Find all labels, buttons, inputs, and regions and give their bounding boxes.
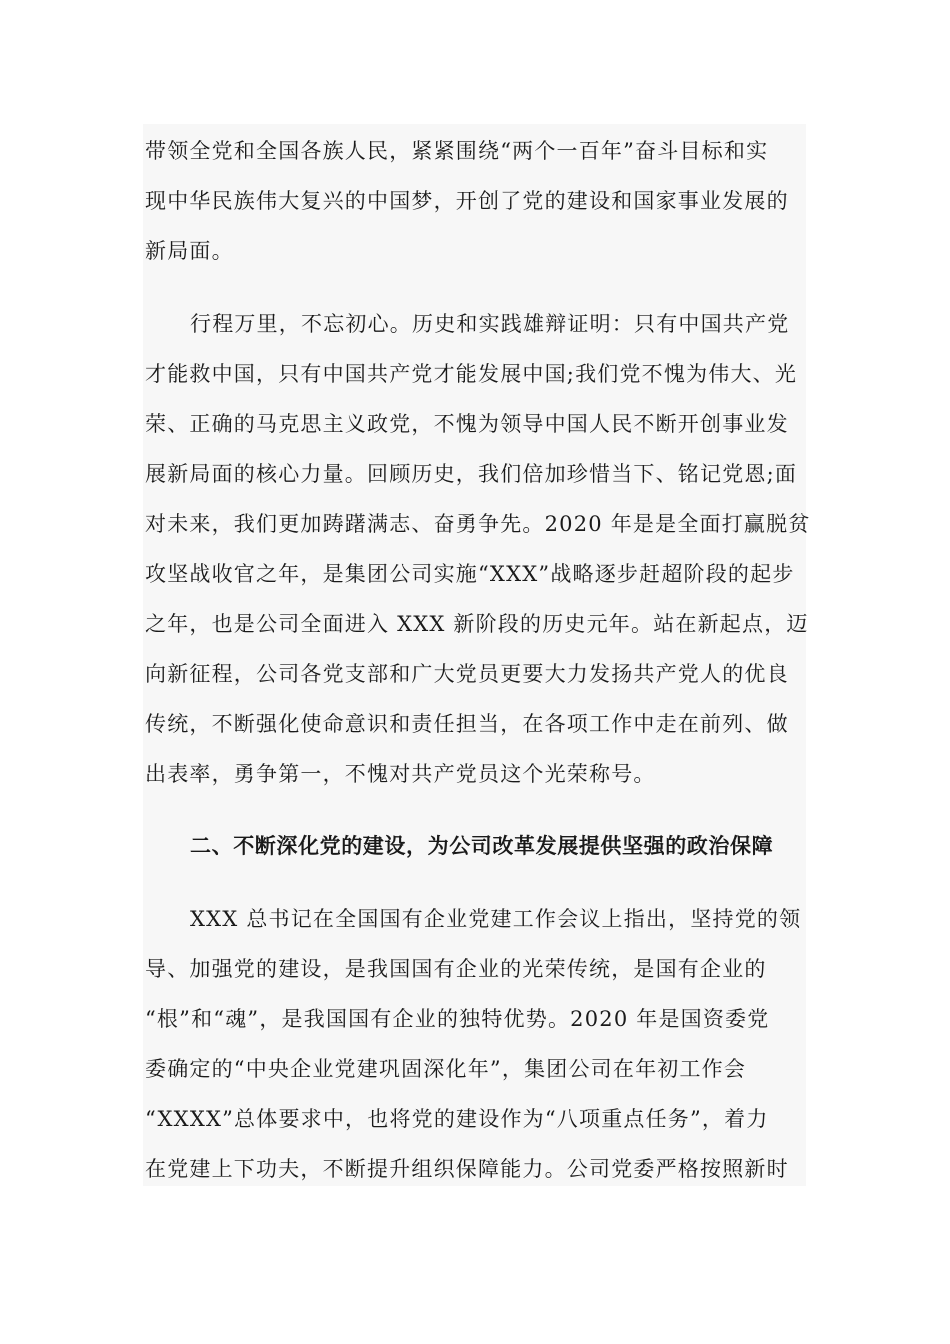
paragraph-3-line-2: 导、加强党的建设，是我国国有企业的光荣传统，是国有企业的 <box>145 957 767 981</box>
section-heading: 二、不断深化党的建设，为公司改革发展提供坚强的政治保障 <box>190 833 774 858</box>
paragraph-2-line-4: 展新局面的核心力量。回顾历史，我们倍加珍惜当下、铭记党恩;面 <box>145 462 798 486</box>
paragraph-1-line-1: 带领全党和全国各族人民，紧紧围绕“两个一百年”奋斗目标和实 <box>145 139 769 163</box>
paragraph-2-line-5: 对未来，我们更加踌躇满志、奋勇争先。2020 年是是全面打赢脱贫 <box>145 512 811 536</box>
paragraph-2-line-1: 行程万里，不忘初心。历史和实践雄辩证明：只有中国共产党 <box>190 312 790 336</box>
paragraph-1-line-2: 现中华民族伟大复兴的中国梦，开创了党的建设和国家事业发展的 <box>145 189 789 213</box>
paragraph-2-line-8: 向新征程，公司各党支部和广大党员更要大力发扬共产党人的优良 <box>145 662 789 686</box>
paragraph-2-line-3: 荣、正确的马克思主义政党，不愧为领导中国人民不断开创事业发 <box>145 412 789 436</box>
paragraph-2-line-2: 才能救中国，只有中国共产党才能发展中国;我们党不愧为伟大、光 <box>145 362 798 386</box>
paragraph-2-line-7: 之年，也是公司全面进入 XXX 新阶段的历史元年。站在新起点，迈 <box>145 612 809 636</box>
paragraph-2-line-6: 攻坚战收官之年，是集团公司实施“XXX”战略逐步赶超阶段的起步 <box>145 562 795 586</box>
paragraph-3-line-5: “XXXX”总体要求中，也将党的建设作为“八项重点任务”，着力 <box>145 1107 769 1131</box>
paragraph-2-line-9: 传统，不断强化使命意识和责任担当，在各项工作中走在前列、做 <box>145 712 789 736</box>
paragraph-3-line-6: 在党建上下功夫，不断提升组织保障能力。公司党委严格按照新时 <box>145 1157 789 1181</box>
paragraph-3-line-4: 委确定的“中央企业党建巩固深化年”，集团公司在年初工作会 <box>145 1057 747 1081</box>
paragraph-1-line-3: 新局面。 <box>145 239 234 263</box>
paragraph-3-line-1: XXX 总书记在全国国有企业党建工作会议上指出，坚持党的领 <box>190 907 802 931</box>
paragraph-2-line-10: 出表率，勇争第一，不愧对共产党员这个光荣称号。 <box>145 762 656 786</box>
paragraph-3-line-3: “根”和“魂”，是我国国有企业的独特优势。2020 年是国资委党 <box>145 1007 770 1031</box>
